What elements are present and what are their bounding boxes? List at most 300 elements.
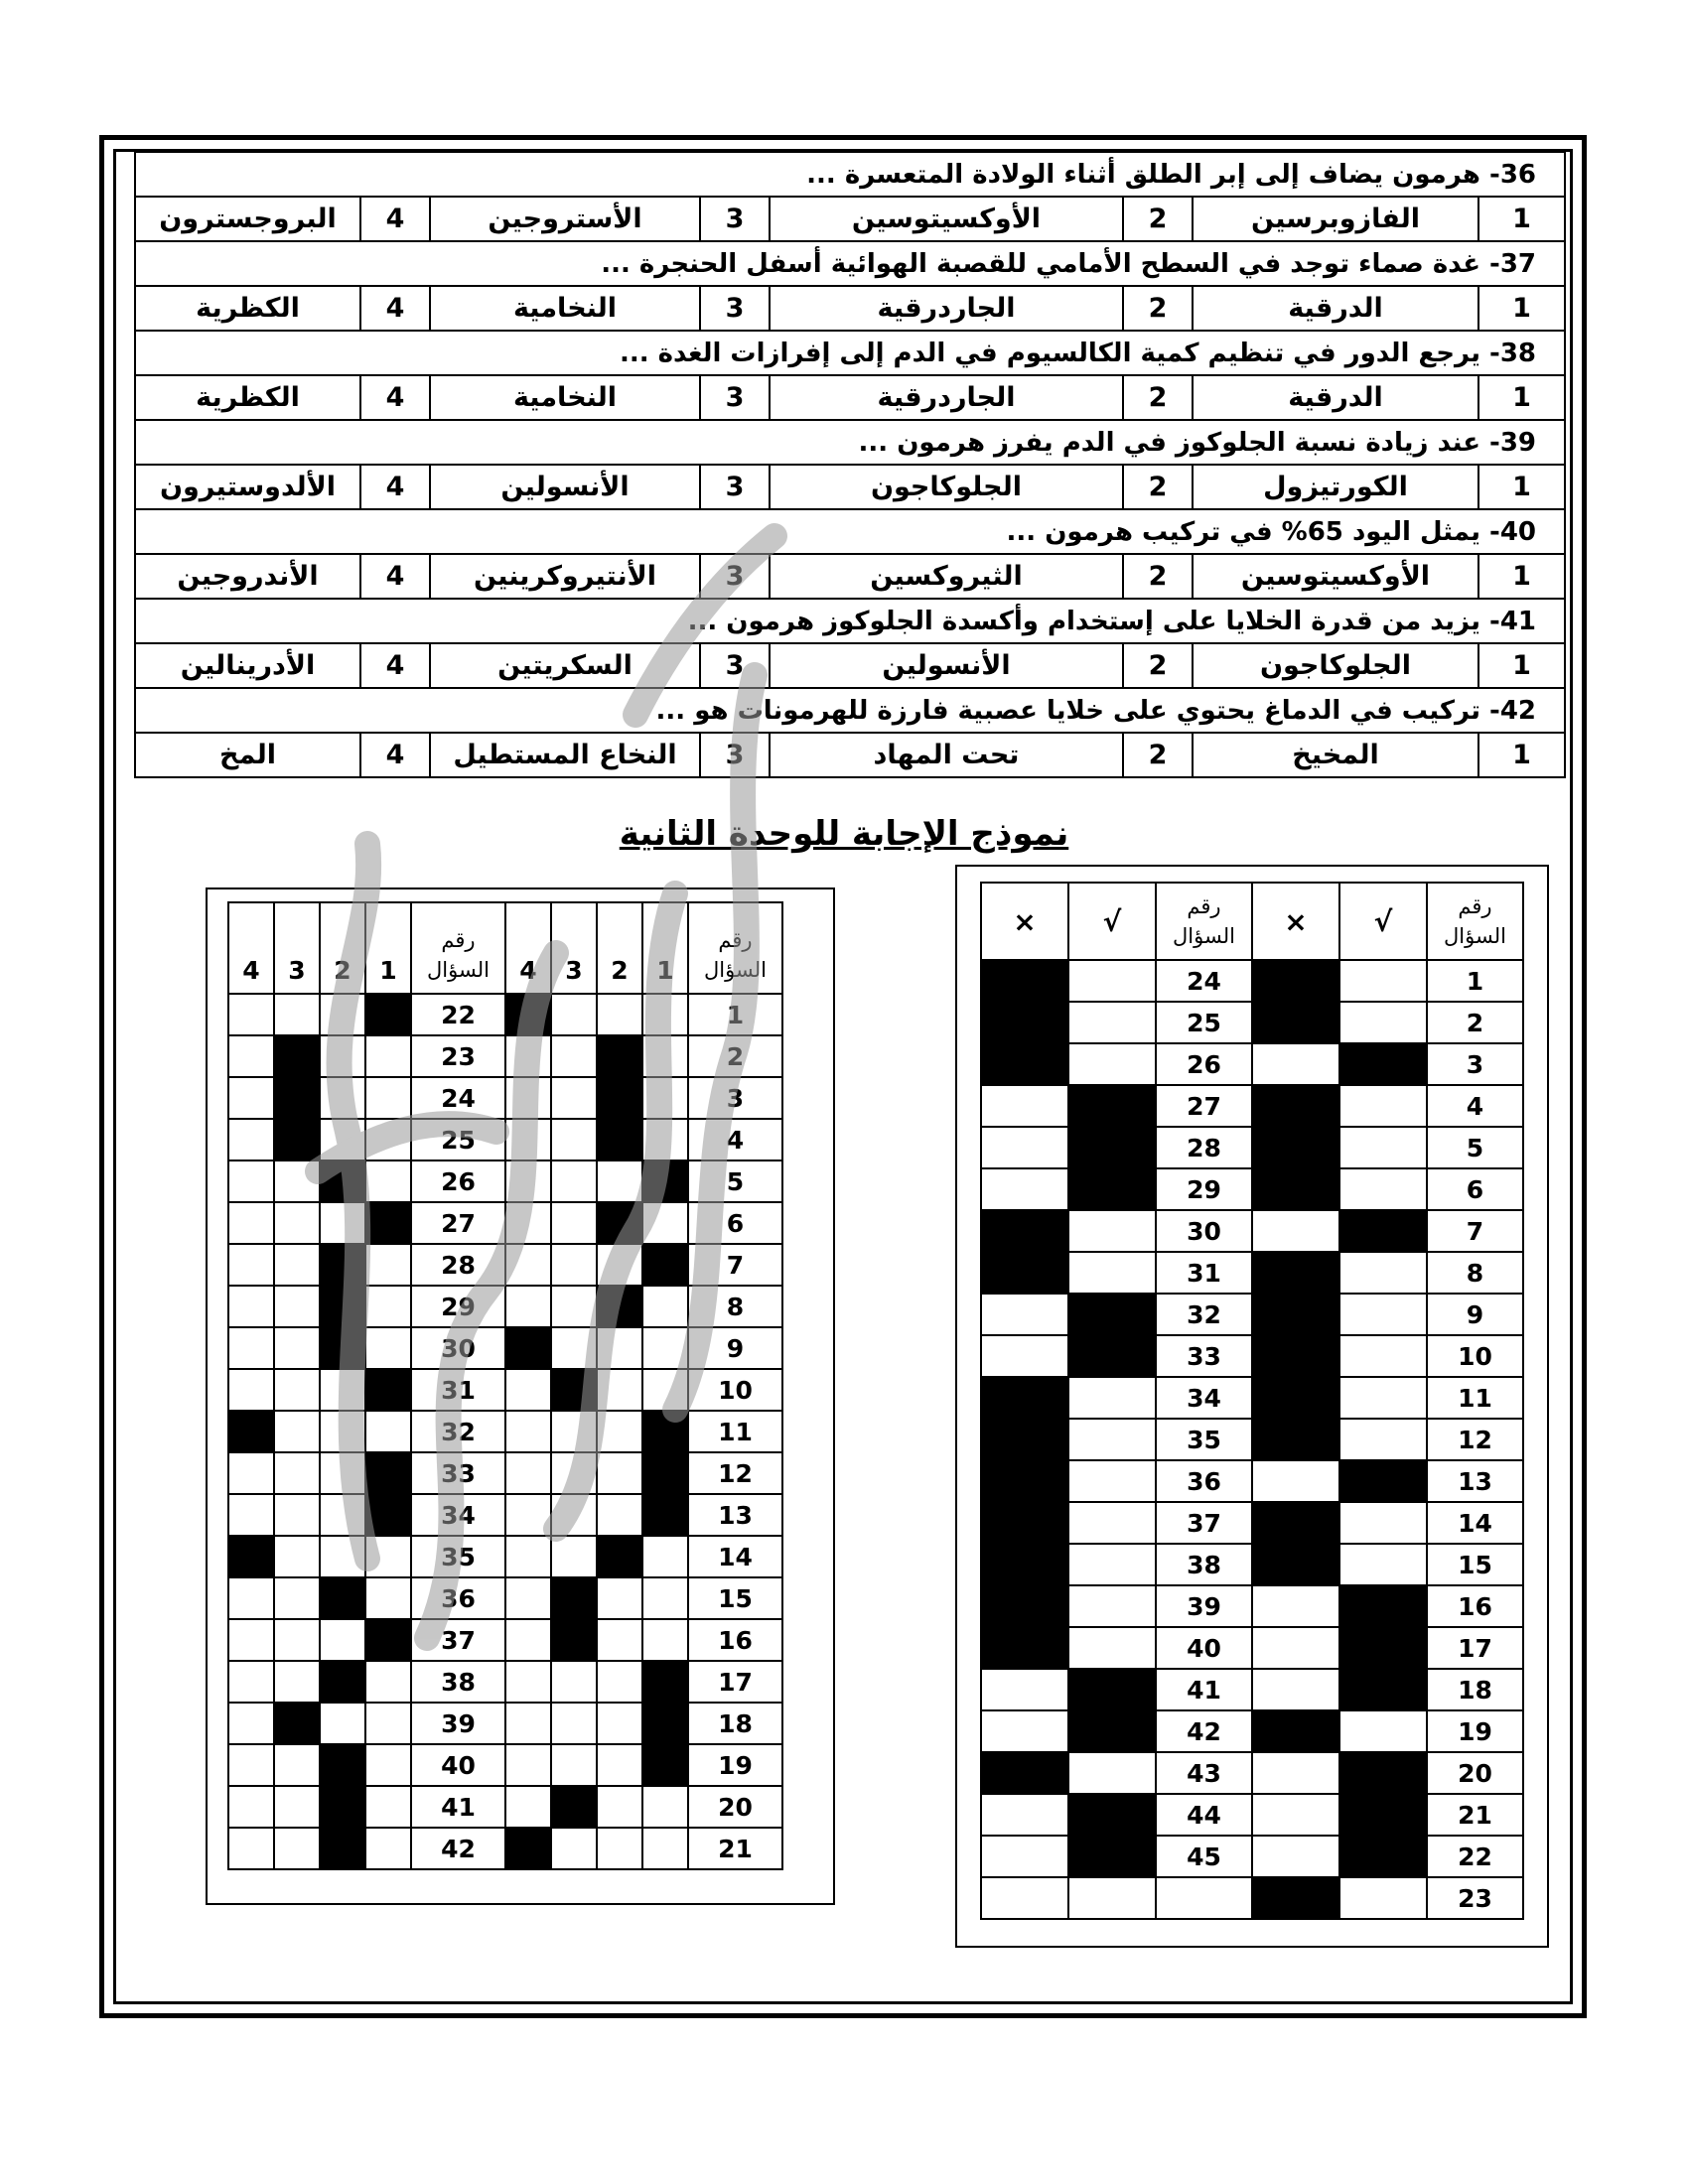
answer-mark xyxy=(1252,1294,1339,1335)
answer-mark xyxy=(551,1786,597,1828)
answer-row xyxy=(981,1585,1523,1627)
answer-cell xyxy=(1068,1377,1156,1419)
question-number: 20 xyxy=(688,1786,782,1828)
answer-cell xyxy=(320,1703,365,1744)
answer-cell xyxy=(505,1202,551,1244)
answer-cell xyxy=(642,1536,688,1577)
answer-cell xyxy=(551,1744,597,1786)
answer-cell xyxy=(642,1077,688,1119)
answer-mark xyxy=(1252,1877,1339,1919)
option-text: المخيخ xyxy=(1193,733,1478,777)
option-number: 4 xyxy=(360,197,430,241)
option-number: 4 xyxy=(360,643,430,688)
answer-mark xyxy=(551,1369,597,1411)
answer-row xyxy=(981,1877,1523,1919)
question-number: 21 xyxy=(1427,1794,1523,1836)
option-number: 3 xyxy=(700,643,770,688)
answer-cell xyxy=(320,1536,365,1577)
answer-mark xyxy=(505,1828,551,1869)
option-number: 2 xyxy=(1123,554,1193,599)
answer-cell xyxy=(642,1119,688,1160)
answer-cell xyxy=(228,1494,274,1536)
answer-cell xyxy=(551,1286,597,1327)
answer-cell xyxy=(228,1828,274,1869)
header-label: السؤال xyxy=(704,958,767,982)
answer-cell xyxy=(1252,1794,1339,1836)
answer-row xyxy=(981,1460,1523,1502)
answer-cell xyxy=(320,1619,365,1661)
answer-mark xyxy=(981,1544,1068,1585)
answer-cell xyxy=(505,1119,551,1160)
answer-mark xyxy=(1339,1043,1427,1085)
answer-key-title: نموذج الإجابة للوحدة الثانية xyxy=(619,814,1069,854)
answer-cell xyxy=(642,1619,688,1661)
option-number: 3 xyxy=(700,197,770,241)
question-number: 45 xyxy=(1156,1836,1252,1877)
question-number: 6 xyxy=(1427,1168,1523,1210)
question-number: 1 xyxy=(1427,960,1523,1002)
answer-row xyxy=(228,1577,782,1619)
answer-cell xyxy=(228,994,274,1035)
answer-mark xyxy=(1252,1085,1339,1127)
answer-cell xyxy=(505,1369,551,1411)
question-number: 13 xyxy=(688,1494,782,1536)
question-number: 3 xyxy=(1427,1043,1523,1085)
answer-mark xyxy=(1252,1710,1339,1752)
header-label: رقم xyxy=(1187,894,1221,918)
answer-mark xyxy=(1339,1585,1427,1627)
answer-cell xyxy=(1339,1335,1427,1377)
question-number: 33 xyxy=(411,1452,505,1494)
question-row xyxy=(135,241,1565,286)
answer-cell xyxy=(365,1703,411,1744)
tf-answer-grid xyxy=(980,882,1524,1920)
question-number: 5 xyxy=(1427,1127,1523,1168)
grid-header-row xyxy=(228,902,782,994)
answer-mark xyxy=(274,1035,320,1077)
answer-cell xyxy=(274,1661,320,1703)
column-header: 1 xyxy=(642,902,688,994)
question-number: 4 xyxy=(1427,1085,1523,1127)
answer-mark xyxy=(1068,1335,1156,1377)
answer-cell xyxy=(597,1369,642,1411)
question-number: 8 xyxy=(1427,1252,1523,1294)
answer-mark xyxy=(642,1244,688,1286)
answer-cell xyxy=(551,1077,597,1119)
answer-cell xyxy=(274,1286,320,1327)
question-number: 22 xyxy=(1427,1836,1523,1877)
option-number: 1 xyxy=(1478,554,1565,599)
answer-cell xyxy=(597,1786,642,1828)
option-text: الكظرية xyxy=(135,375,360,420)
question-text: 42- تركيب في الدماغ يحتوي على خلايا عصبية فارزة للهرمونات هو ... xyxy=(135,688,1565,733)
option-number: 2 xyxy=(1123,197,1193,241)
option-text: الجلوكاجون xyxy=(1193,643,1478,688)
answer-cell xyxy=(1339,1710,1427,1752)
answer-row xyxy=(228,1703,782,1744)
answer-cell xyxy=(981,1085,1068,1127)
question-number: 15 xyxy=(688,1577,782,1619)
question-row xyxy=(135,509,1565,554)
answer-row xyxy=(981,960,1523,1002)
options-row xyxy=(135,465,1565,509)
question-number: 21 xyxy=(688,1828,782,1869)
answer-cell xyxy=(642,1035,688,1077)
answer-mark xyxy=(1339,1460,1427,1502)
option-number: 1 xyxy=(1478,465,1565,509)
column-header: × xyxy=(1252,883,1339,960)
answer-mark xyxy=(642,1744,688,1786)
option-text: الألدوستيرون xyxy=(135,465,360,509)
question-number: 7 xyxy=(1427,1210,1523,1252)
answer-cell xyxy=(320,1369,365,1411)
answer-cell xyxy=(505,1160,551,1202)
answer-mark xyxy=(320,1828,365,1869)
question-number: 11 xyxy=(688,1411,782,1452)
answer-mark xyxy=(365,1369,411,1411)
answer-mark xyxy=(1339,1794,1427,1836)
question-number: 35 xyxy=(411,1536,505,1577)
question-row xyxy=(135,152,1565,197)
answer-cell xyxy=(274,1160,320,1202)
answer-row xyxy=(228,1494,782,1536)
answer-cell xyxy=(228,1327,274,1369)
answer-row xyxy=(981,1377,1523,1419)
answer-cell xyxy=(274,1744,320,1786)
question-number: 32 xyxy=(411,1411,505,1452)
answer-cell xyxy=(1068,1627,1156,1669)
answer-cell xyxy=(505,1786,551,1828)
answer-cell xyxy=(642,1286,688,1327)
answer-cell xyxy=(274,1577,320,1619)
answer-row xyxy=(228,1369,782,1411)
answer-cell xyxy=(365,1244,411,1286)
option-number: 3 xyxy=(700,465,770,509)
answer-row xyxy=(228,1327,782,1369)
answer-cell xyxy=(1339,1085,1427,1127)
answer-cell xyxy=(981,1669,1068,1710)
answer-cell xyxy=(1252,1836,1339,1877)
option-text: الأندروجين xyxy=(135,554,360,599)
answer-cell xyxy=(1339,1377,1427,1419)
answer-mark xyxy=(365,994,411,1035)
answer-cell xyxy=(1252,1585,1339,1627)
answer-mark xyxy=(642,1661,688,1703)
answer-cell xyxy=(274,1327,320,1369)
question-number: 5 xyxy=(688,1160,782,1202)
answer-mark xyxy=(1339,1669,1427,1710)
header-label: السؤال xyxy=(1444,924,1506,948)
answer-row xyxy=(981,1252,1523,1294)
answer-mark xyxy=(320,1327,365,1369)
answer-mark xyxy=(981,1460,1068,1502)
column-header: 2 xyxy=(320,902,365,994)
answer-mark xyxy=(320,1160,365,1202)
option-text: الأستروجين xyxy=(430,197,700,241)
question-number: 41 xyxy=(1156,1669,1252,1710)
answer-cell xyxy=(365,1744,411,1786)
question-number: 27 xyxy=(1156,1085,1252,1127)
empty-cell xyxy=(1068,1877,1156,1919)
column-header: 1 xyxy=(365,902,411,994)
answer-row xyxy=(981,1544,1523,1585)
question-number: 36 xyxy=(1156,1460,1252,1502)
question-number: 19 xyxy=(1427,1710,1523,1752)
question-number: 42 xyxy=(411,1828,505,1869)
question-number: 11 xyxy=(1427,1377,1523,1419)
question-number-header xyxy=(688,902,782,994)
answer-cell xyxy=(320,994,365,1035)
question-number: 2 xyxy=(1427,1002,1523,1043)
column-header: 4 xyxy=(228,902,274,994)
question-number: 14 xyxy=(1427,1502,1523,1544)
answer-row xyxy=(228,1035,782,1077)
answer-cell xyxy=(274,1244,320,1286)
option-number: 4 xyxy=(360,465,430,509)
answer-cell xyxy=(642,994,688,1035)
answer-cell xyxy=(551,1703,597,1744)
question-number: 29 xyxy=(1156,1168,1252,1210)
answer-cell xyxy=(981,1168,1068,1210)
answer-cell xyxy=(642,1202,688,1244)
answer-cell xyxy=(1339,1168,1427,1210)
question-number: 24 xyxy=(411,1077,505,1119)
question-text: 40- يمثل اليود 65% في تركيب هرمون ... xyxy=(135,509,1565,554)
option-number: 1 xyxy=(1478,286,1565,331)
answer-cell xyxy=(597,1452,642,1494)
answer-cell xyxy=(274,1411,320,1452)
answer-mark xyxy=(981,1585,1068,1627)
answer-mark xyxy=(1339,1752,1427,1794)
answer-mark xyxy=(1339,1836,1427,1877)
question-number: 39 xyxy=(1156,1585,1252,1627)
answer-mark xyxy=(597,1035,642,1077)
answer-mark xyxy=(365,1619,411,1661)
question-number: 37 xyxy=(411,1619,505,1661)
question-number: 3 xyxy=(688,1077,782,1119)
answer-cell xyxy=(1339,1419,1427,1460)
question-number: 31 xyxy=(1156,1252,1252,1294)
answer-cell xyxy=(597,1619,642,1661)
answer-cell xyxy=(551,1119,597,1160)
option-text: الكظرية xyxy=(135,286,360,331)
answer-row xyxy=(981,1627,1523,1669)
answer-cell xyxy=(274,1202,320,1244)
answer-mark xyxy=(1068,1127,1156,1168)
empty-cell xyxy=(981,1877,1068,1919)
answer-cell xyxy=(1068,1752,1156,1794)
question-text: 37- غدة صماء توجد في السطح الأمامي للقصبة الهوائية أسفل الحنجرة ... xyxy=(135,241,1565,286)
answer-cell xyxy=(1339,1127,1427,1168)
question-number: 29 xyxy=(411,1286,505,1327)
question-text: 36- هرمون يضاف إلى إبر الطلق أثناء الولادة المتعسرة ... xyxy=(135,152,1565,197)
answer-mark xyxy=(1252,1544,1339,1585)
answer-cell xyxy=(365,1661,411,1703)
option-text: الكورتيزول xyxy=(1193,465,1478,509)
option-text: الأنسولين xyxy=(430,465,700,509)
answer-cell xyxy=(1068,1502,1156,1544)
question-number: 13 xyxy=(1427,1460,1523,1502)
answer-cell xyxy=(597,1244,642,1286)
answer-cell xyxy=(1068,1002,1156,1043)
answer-cell xyxy=(505,1035,551,1077)
question-number: 10 xyxy=(1427,1335,1523,1377)
answer-cell xyxy=(642,1369,688,1411)
question-number: 32 xyxy=(1156,1294,1252,1335)
question-number: 37 xyxy=(1156,1502,1252,1544)
answer-cell xyxy=(365,1411,411,1452)
answer-row xyxy=(981,1043,1523,1085)
answer-mark xyxy=(320,1244,365,1286)
question-number: 6 xyxy=(688,1202,782,1244)
answer-mark xyxy=(274,1119,320,1160)
options-row xyxy=(135,554,1565,599)
option-text: الجلوكاجون xyxy=(770,465,1123,509)
answer-cell xyxy=(597,1828,642,1869)
question-number: 25 xyxy=(411,1119,505,1160)
answer-cell xyxy=(505,1744,551,1786)
answer-row xyxy=(228,1077,782,1119)
answer-cell xyxy=(1339,1877,1427,1919)
option-text: الأوكسيتوسين xyxy=(1193,554,1478,599)
answer-mark xyxy=(597,1202,642,1244)
question-number: 42 xyxy=(1156,1710,1252,1752)
grid-header-row xyxy=(981,883,1523,960)
option-text: الأوكسيتوسين xyxy=(770,197,1123,241)
answer-mark xyxy=(320,1786,365,1828)
answer-row xyxy=(981,1836,1523,1877)
answer-mark xyxy=(1252,1168,1339,1210)
answer-cell xyxy=(320,1202,365,1244)
question-number: 30 xyxy=(1156,1210,1252,1252)
answer-cell xyxy=(1068,1210,1156,1252)
answer-cell xyxy=(365,1077,411,1119)
answer-mark xyxy=(365,1452,411,1494)
answer-row xyxy=(981,1335,1523,1377)
answer-cell xyxy=(597,994,642,1035)
column-header: × xyxy=(981,883,1068,960)
column-header: 2 xyxy=(597,902,642,994)
answer-cell xyxy=(365,1786,411,1828)
column-header: 4 xyxy=(505,902,551,994)
answer-mark xyxy=(981,1502,1068,1544)
option-text: البروجسترون xyxy=(135,197,360,241)
answer-cell xyxy=(981,1836,1068,1877)
answer-mark xyxy=(274,1703,320,1744)
answer-cell xyxy=(505,1619,551,1661)
answer-cell xyxy=(981,1294,1068,1335)
answer-cell xyxy=(505,1494,551,1536)
column-header: 3 xyxy=(551,902,597,994)
answer-mark xyxy=(505,1327,551,1369)
empty-cell xyxy=(1156,1877,1252,1919)
option-number: 4 xyxy=(360,733,430,777)
answer-cell xyxy=(551,1160,597,1202)
answer-row xyxy=(981,1710,1523,1752)
question-number: 43 xyxy=(1156,1752,1252,1794)
answer-mark xyxy=(1068,1836,1156,1877)
answer-cell xyxy=(551,1202,597,1244)
answer-cell xyxy=(274,1369,320,1411)
answer-mark xyxy=(1252,1377,1339,1419)
option-number: 4 xyxy=(360,375,430,420)
answer-row xyxy=(228,1661,782,1703)
question-text: 38- يرجع الدور في تنظيم كمية الكالسيوم في الدم إلى إفرازات الغدة ... xyxy=(135,331,1565,375)
answer-mark xyxy=(597,1536,642,1577)
answer-cell xyxy=(551,994,597,1035)
answer-mark xyxy=(642,1703,688,1744)
answer-cell xyxy=(1339,1002,1427,1043)
answer-cell xyxy=(1252,1627,1339,1669)
question-number: 8 xyxy=(688,1286,782,1327)
answer-cell xyxy=(981,1335,1068,1377)
question-row xyxy=(135,331,1565,375)
answer-row xyxy=(981,1168,1523,1210)
answer-cell xyxy=(597,1744,642,1786)
question-number: 39 xyxy=(411,1703,505,1744)
answer-mark xyxy=(551,1577,597,1619)
option-number: 3 xyxy=(700,286,770,331)
header-label: رقم xyxy=(441,928,476,952)
answer-row xyxy=(228,1619,782,1661)
answer-mark xyxy=(320,1744,365,1786)
answer-cell xyxy=(365,1119,411,1160)
answer-cell xyxy=(642,1327,688,1369)
option-number: 3 xyxy=(700,733,770,777)
option-number: 3 xyxy=(700,554,770,599)
answer-row xyxy=(228,1786,782,1828)
question-number: 28 xyxy=(1156,1127,1252,1168)
answer-row xyxy=(228,1119,782,1160)
answer-cell xyxy=(551,1411,597,1452)
question-number: 28 xyxy=(411,1244,505,1286)
answer-cell xyxy=(981,1794,1068,1836)
answer-cell xyxy=(551,1494,597,1536)
answer-row xyxy=(228,1286,782,1327)
options-row xyxy=(135,643,1565,688)
answer-cell xyxy=(1252,1043,1339,1085)
answer-mark xyxy=(1068,1085,1156,1127)
question-number: 22 xyxy=(411,994,505,1035)
answer-cell xyxy=(1339,1502,1427,1544)
question-number: 15 xyxy=(1427,1544,1523,1585)
answer-mark xyxy=(228,1411,274,1452)
answer-row xyxy=(228,1452,782,1494)
answer-mark xyxy=(274,1077,320,1119)
answer-cell xyxy=(1068,1252,1156,1294)
answer-mark xyxy=(320,1661,365,1703)
option-text: النخامية xyxy=(430,375,700,420)
answer-cell xyxy=(228,1452,274,1494)
answer-row xyxy=(228,1828,782,1869)
answer-mark xyxy=(642,1160,688,1202)
answer-cell xyxy=(1068,1585,1156,1627)
option-number: 4 xyxy=(360,286,430,331)
mcq-questions-table xyxy=(134,151,1566,778)
question-number: 26 xyxy=(1156,1043,1252,1085)
answer-mark xyxy=(1252,1127,1339,1168)
answer-cell xyxy=(365,1536,411,1577)
answer-row xyxy=(228,994,782,1035)
answer-row xyxy=(981,1419,1523,1460)
answer-cell xyxy=(642,1786,688,1828)
answer-cell xyxy=(505,1244,551,1286)
answer-cell xyxy=(274,1452,320,1494)
question-number: 23 xyxy=(411,1035,505,1077)
answer-row xyxy=(228,1744,782,1786)
question-number: 25 xyxy=(1156,1002,1252,1043)
answer-cell xyxy=(320,1452,365,1494)
